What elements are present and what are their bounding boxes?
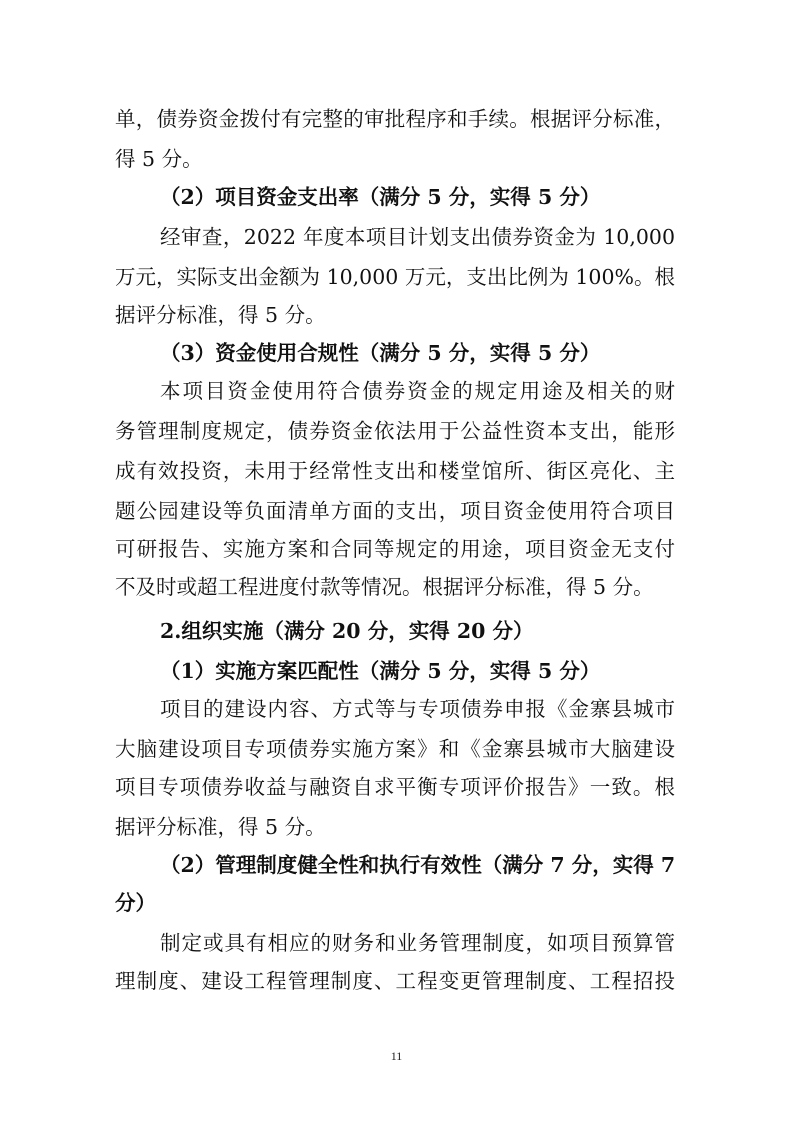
paragraph-line: 可研报告、实施方案和合同等规定的用途，项目资金无支付 [115,537,675,561]
section-heading: （1）实施方案匹配性（满分 5 分，实得 5 分） [160,659,601,683]
paragraph-line: 据评分标准，得 5 分。 [115,303,326,327]
section-heading: （2）管理制度健全性和执行有效性（满分 7 分，实得 7 [160,853,676,877]
paragraph-line: 题公园建设等负面清单方面的支出，项目资金使用符合项目 [115,499,675,523]
paragraph-line: 不及时或超工程进度付款等情况。根据评分标准，得 5 分。 [115,575,654,599]
paragraph-line: 制定或具有相应的财务和业务管理制度，如项目预算管 [160,931,675,955]
paragraph-line: 万元，实际支出金额为 10,000 万元，支出比例为 100%。根 [115,265,675,289]
section-heading: （2）项目资金支出率（满分 5 分，实得 5 分） [160,185,601,209]
section-heading: 分） [115,891,156,915]
section-heading: （3）资金使用合规性（满分 5 分，实得 5 分） [160,341,601,365]
paragraph-line: 务管理制度规定，债券资金依法用于公益性资本支出，能形 [115,419,675,443]
paragraph-line: 成有效投资，未用于经常性支出和楼堂馆所、街区亮化、主 [115,459,675,483]
paragraph-line: 项目的建设内容、方式等与专项债券申报《金寨县城市 [160,697,675,721]
paragraph-line: 理制度、建设工程管理制度、工程变更管理制度、工程招投 [115,969,675,993]
section-heading: 2.组织实施（满分 20 分，实得 20 分） [160,619,534,643]
paragraph-line: 单，债券资金拨付有完整的审批程序和手续。根据评分标准， [115,107,675,131]
paragraph-line: 大脑建设项目专项债券实施方案》和《金寨县城市大脑建设 [115,737,675,761]
paragraph-line: 据评分标准，得 5 分。 [115,815,326,839]
page-number: 11 [390,1049,403,1063]
paragraph-line: 经审查，2022 年度本项目计划支出债券资金为 10,000 [160,225,675,249]
paragraph-line: 得 5 分。 [115,147,203,171]
paragraph-line: 项目专项债券收益与融资自求平衡专项评价报告》一致。根 [115,775,675,799]
paragraph-line: 本项目资金使用符合债券资金的规定用途及相关的财 [160,379,675,403]
